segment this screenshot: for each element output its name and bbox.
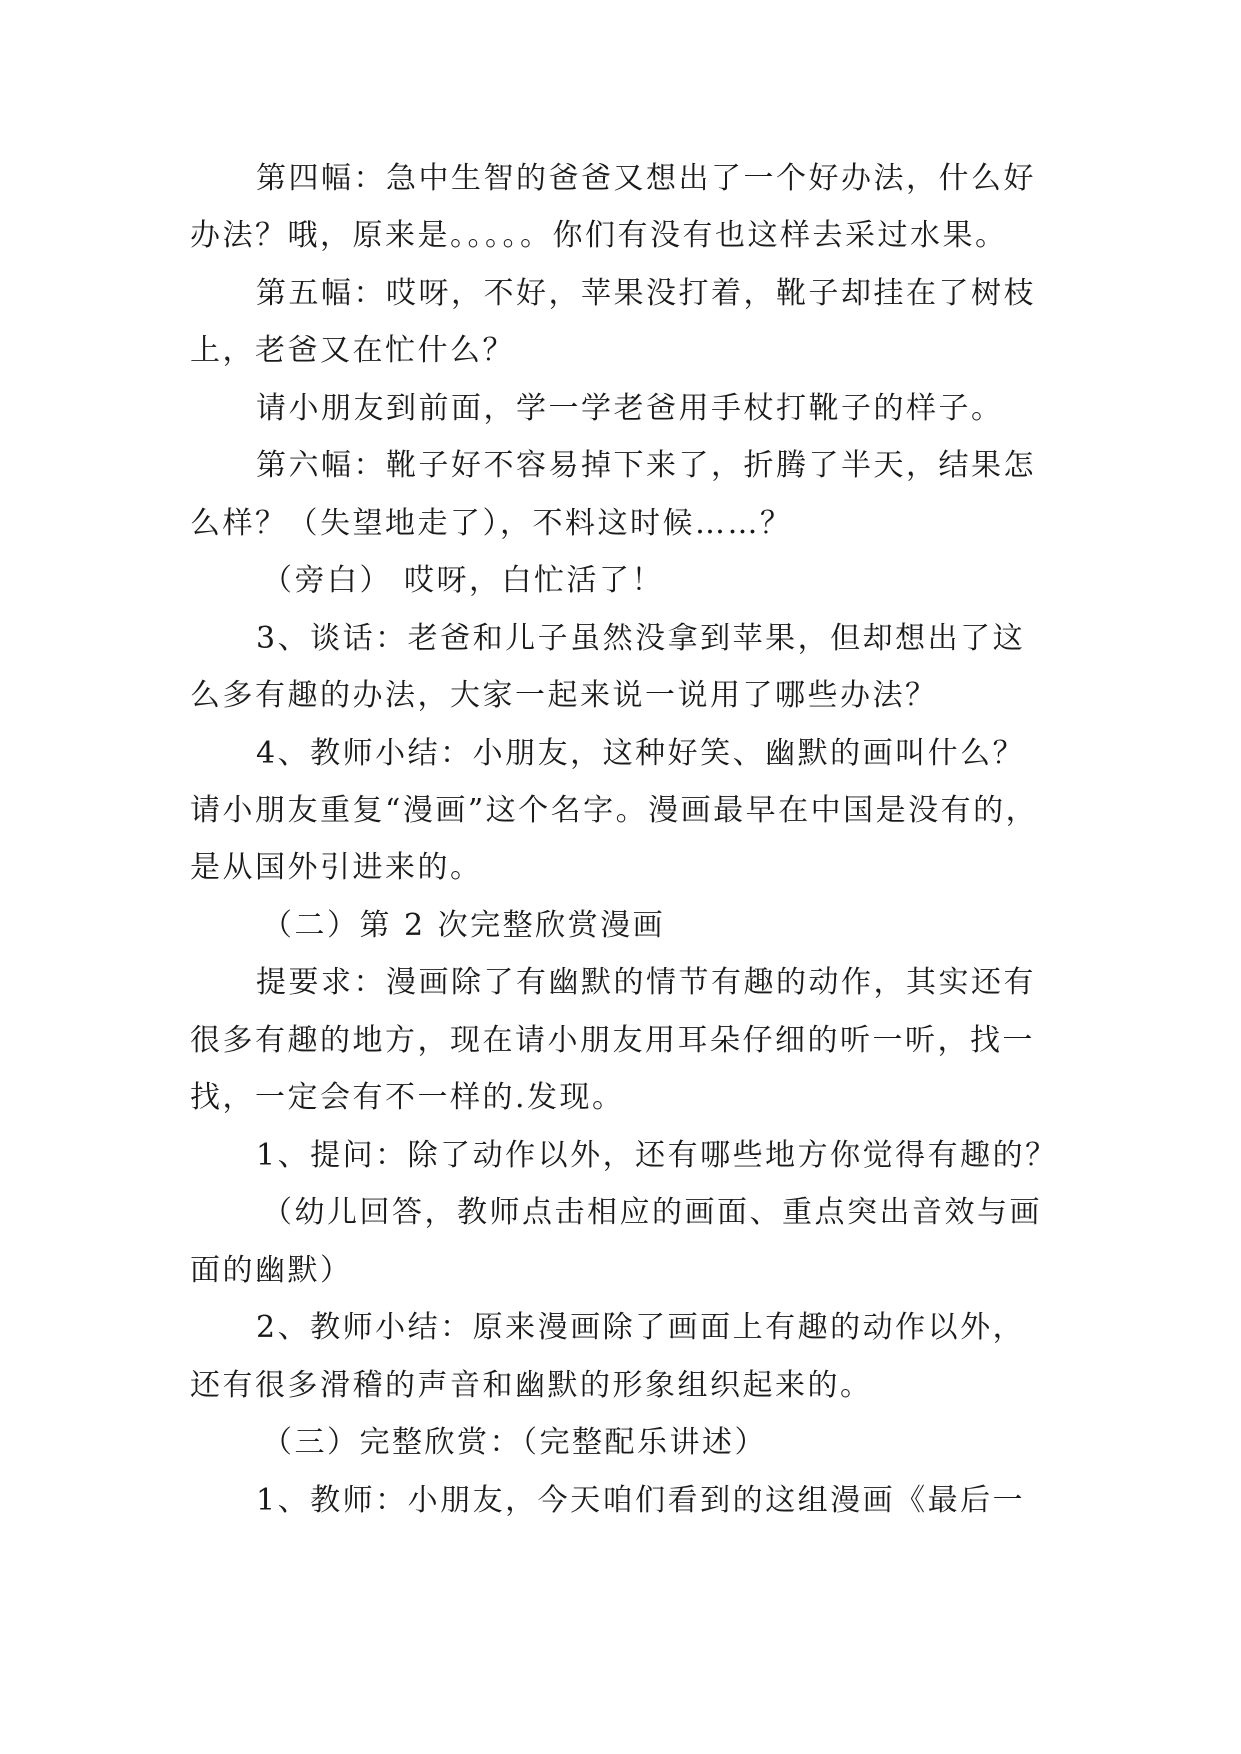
text-line: 办法？哦，原来是。。。。。你们有没有也这样去采过水果。 (190, 218, 1008, 253)
text-line: 1、教师：小朋友，今天咱们看到的这组漫画《最后一 (256, 1483, 1026, 1518)
text-line: 3、谈话：老爸和儿子虽然没拿到苹果，但却想出了这 (256, 621, 1026, 656)
text-line: 请小朋友到前面，学一学老爸用手杖打靴子的样子。 (256, 391, 1004, 426)
section-heading: （三）完整欣赏：（完整配乐讲述） (262, 1425, 767, 1460)
text-line: （旁白） 哎呀，白忙活了！ (262, 563, 665, 598)
text-line: 是从国外引进来的。 (190, 850, 483, 885)
section-heading: （二）第 2 次完整欣赏漫画 (262, 908, 666, 943)
text-line: 很多有趣的地方，现在请小朋友用耳朵仔细的听一听，找一 (190, 1023, 1035, 1058)
text-line: 第五幅：哎呀，不好，苹果没打着，靴子却挂在了树枝 (256, 276, 1036, 311)
text-line: 4、教师小结：小朋友，这种好笑、幽默的画叫什么？ (256, 736, 1026, 771)
text-line: 么多有趣的办法，大家一起来说一说用了哪些办法？ (190, 678, 938, 713)
text-line: 面的幽默） (190, 1253, 353, 1288)
text-line: 提要求：漫画除了有幽默的情节有趣的动作，其实还有 (256, 965, 1036, 1000)
text-line: 请小朋友重复“漫画”这个名字。漫画最早在中国是没有的， (190, 793, 1039, 828)
text-line: 第四幅：急中生智的爸爸又想出了一个好办法，什么好 (256, 161, 1036, 196)
text-line: 上，老爸又在忙什么？ (190, 333, 515, 368)
text-line: 2、教师小结：原来漫画除了画面上有趣的动作以外， (256, 1310, 1026, 1345)
text-line: 么样？（失望地走了），不料这时候……？ (190, 506, 793, 541)
text-line: 找，一定会有不一样的.发现。 (190, 1080, 625, 1115)
text-line: （幼儿回答，教师点击相应的画面、重点突出音效与画 (262, 1195, 1042, 1230)
text-line: 1、提问：除了动作以外，还有哪些地方你觉得有趣的？ (256, 1138, 1058, 1173)
text-line: 还有很多滑稽的声音和幽默的形象组织起来的。 (190, 1368, 873, 1403)
text-line: 第六幅：靴子好不容易掉下来了，折腾了半天，结果怎 (256, 448, 1036, 483)
